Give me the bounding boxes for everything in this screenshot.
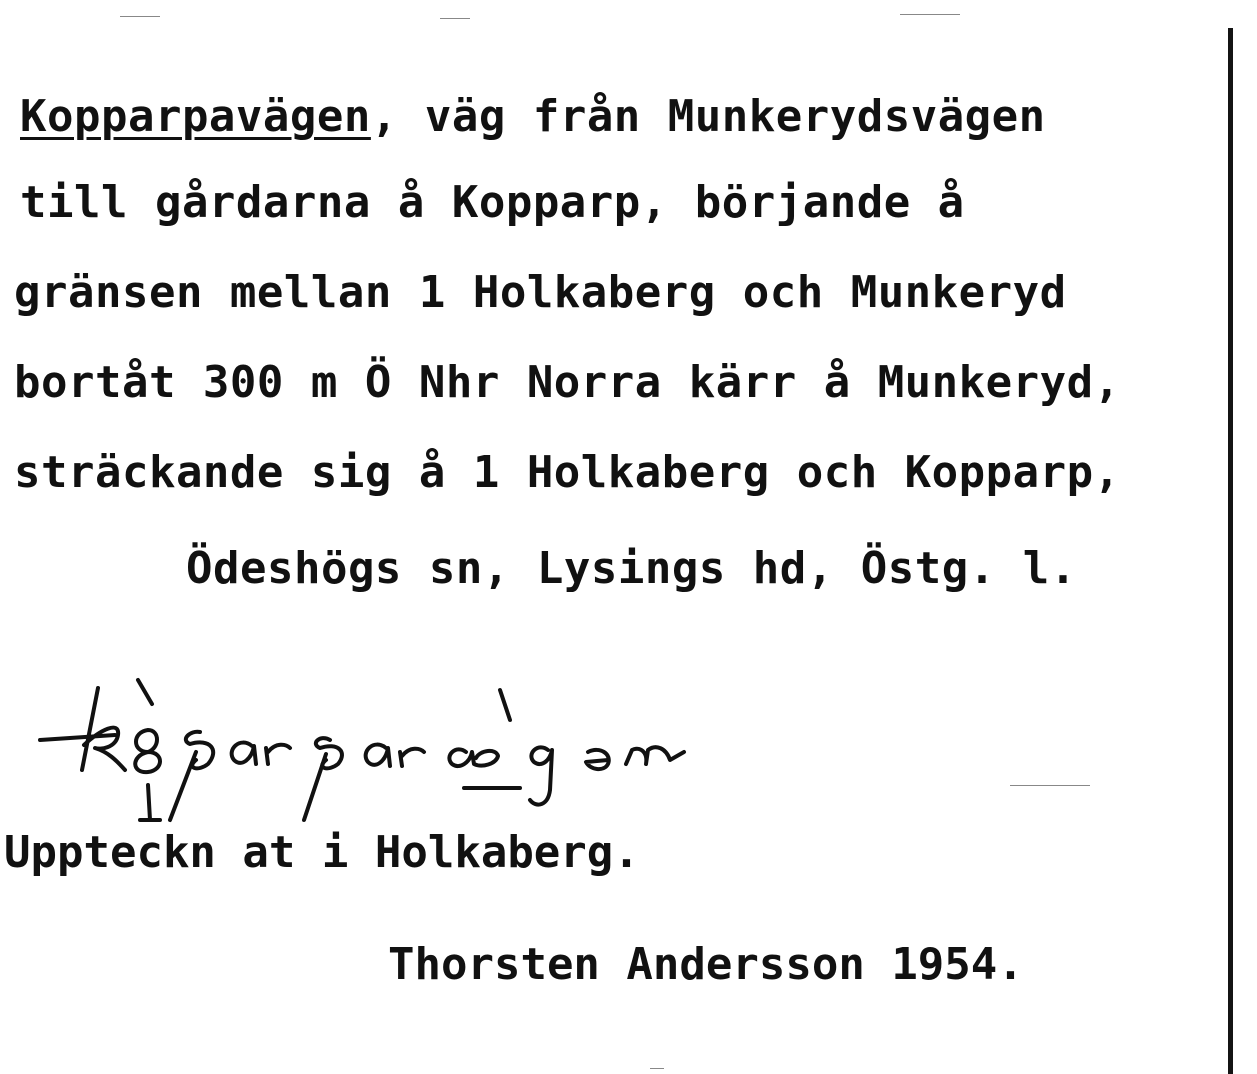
text-line-1 — [20, 92, 1046, 142]
headword: Kopparpavägen — [20, 91, 371, 142]
text-line-4: bortåt 300 m Ö Nhr Norra kärr å Munkeryd, — [14, 357, 1121, 408]
text-line-2: till gårdarna å Kopparp, börjande å — [20, 177, 965, 228]
scan-speck — [650, 1068, 664, 1069]
line-1-text: väg från Munkerydsvägen — [424, 91, 1046, 142]
recorded-location: Uppteckn at i Holkaberg. — [4, 827, 640, 878]
handwritten-transcription — [20, 660, 720, 830]
scan-speck — [900, 14, 960, 15]
scan-speck — [120, 16, 160, 17]
scan-speck — [440, 18, 470, 19]
text-line-3: gränsen mellan 1 Holkaberg och Munkeryd — [14, 267, 1067, 318]
text-line-6: Ödeshögs sn, Lysings hd, Östg. l. — [186, 543, 1077, 594]
recorder-signature: Thorsten Andersson 1954. — [388, 939, 1024, 990]
scan-speck — [1010, 785, 1090, 786]
card-edge-line — [1228, 28, 1233, 1074]
headword-suffix: , — [370, 91, 398, 142]
text-line-5: sträckande sig å 1 Holkaberg och Kopparp, — [14, 447, 1121, 498]
